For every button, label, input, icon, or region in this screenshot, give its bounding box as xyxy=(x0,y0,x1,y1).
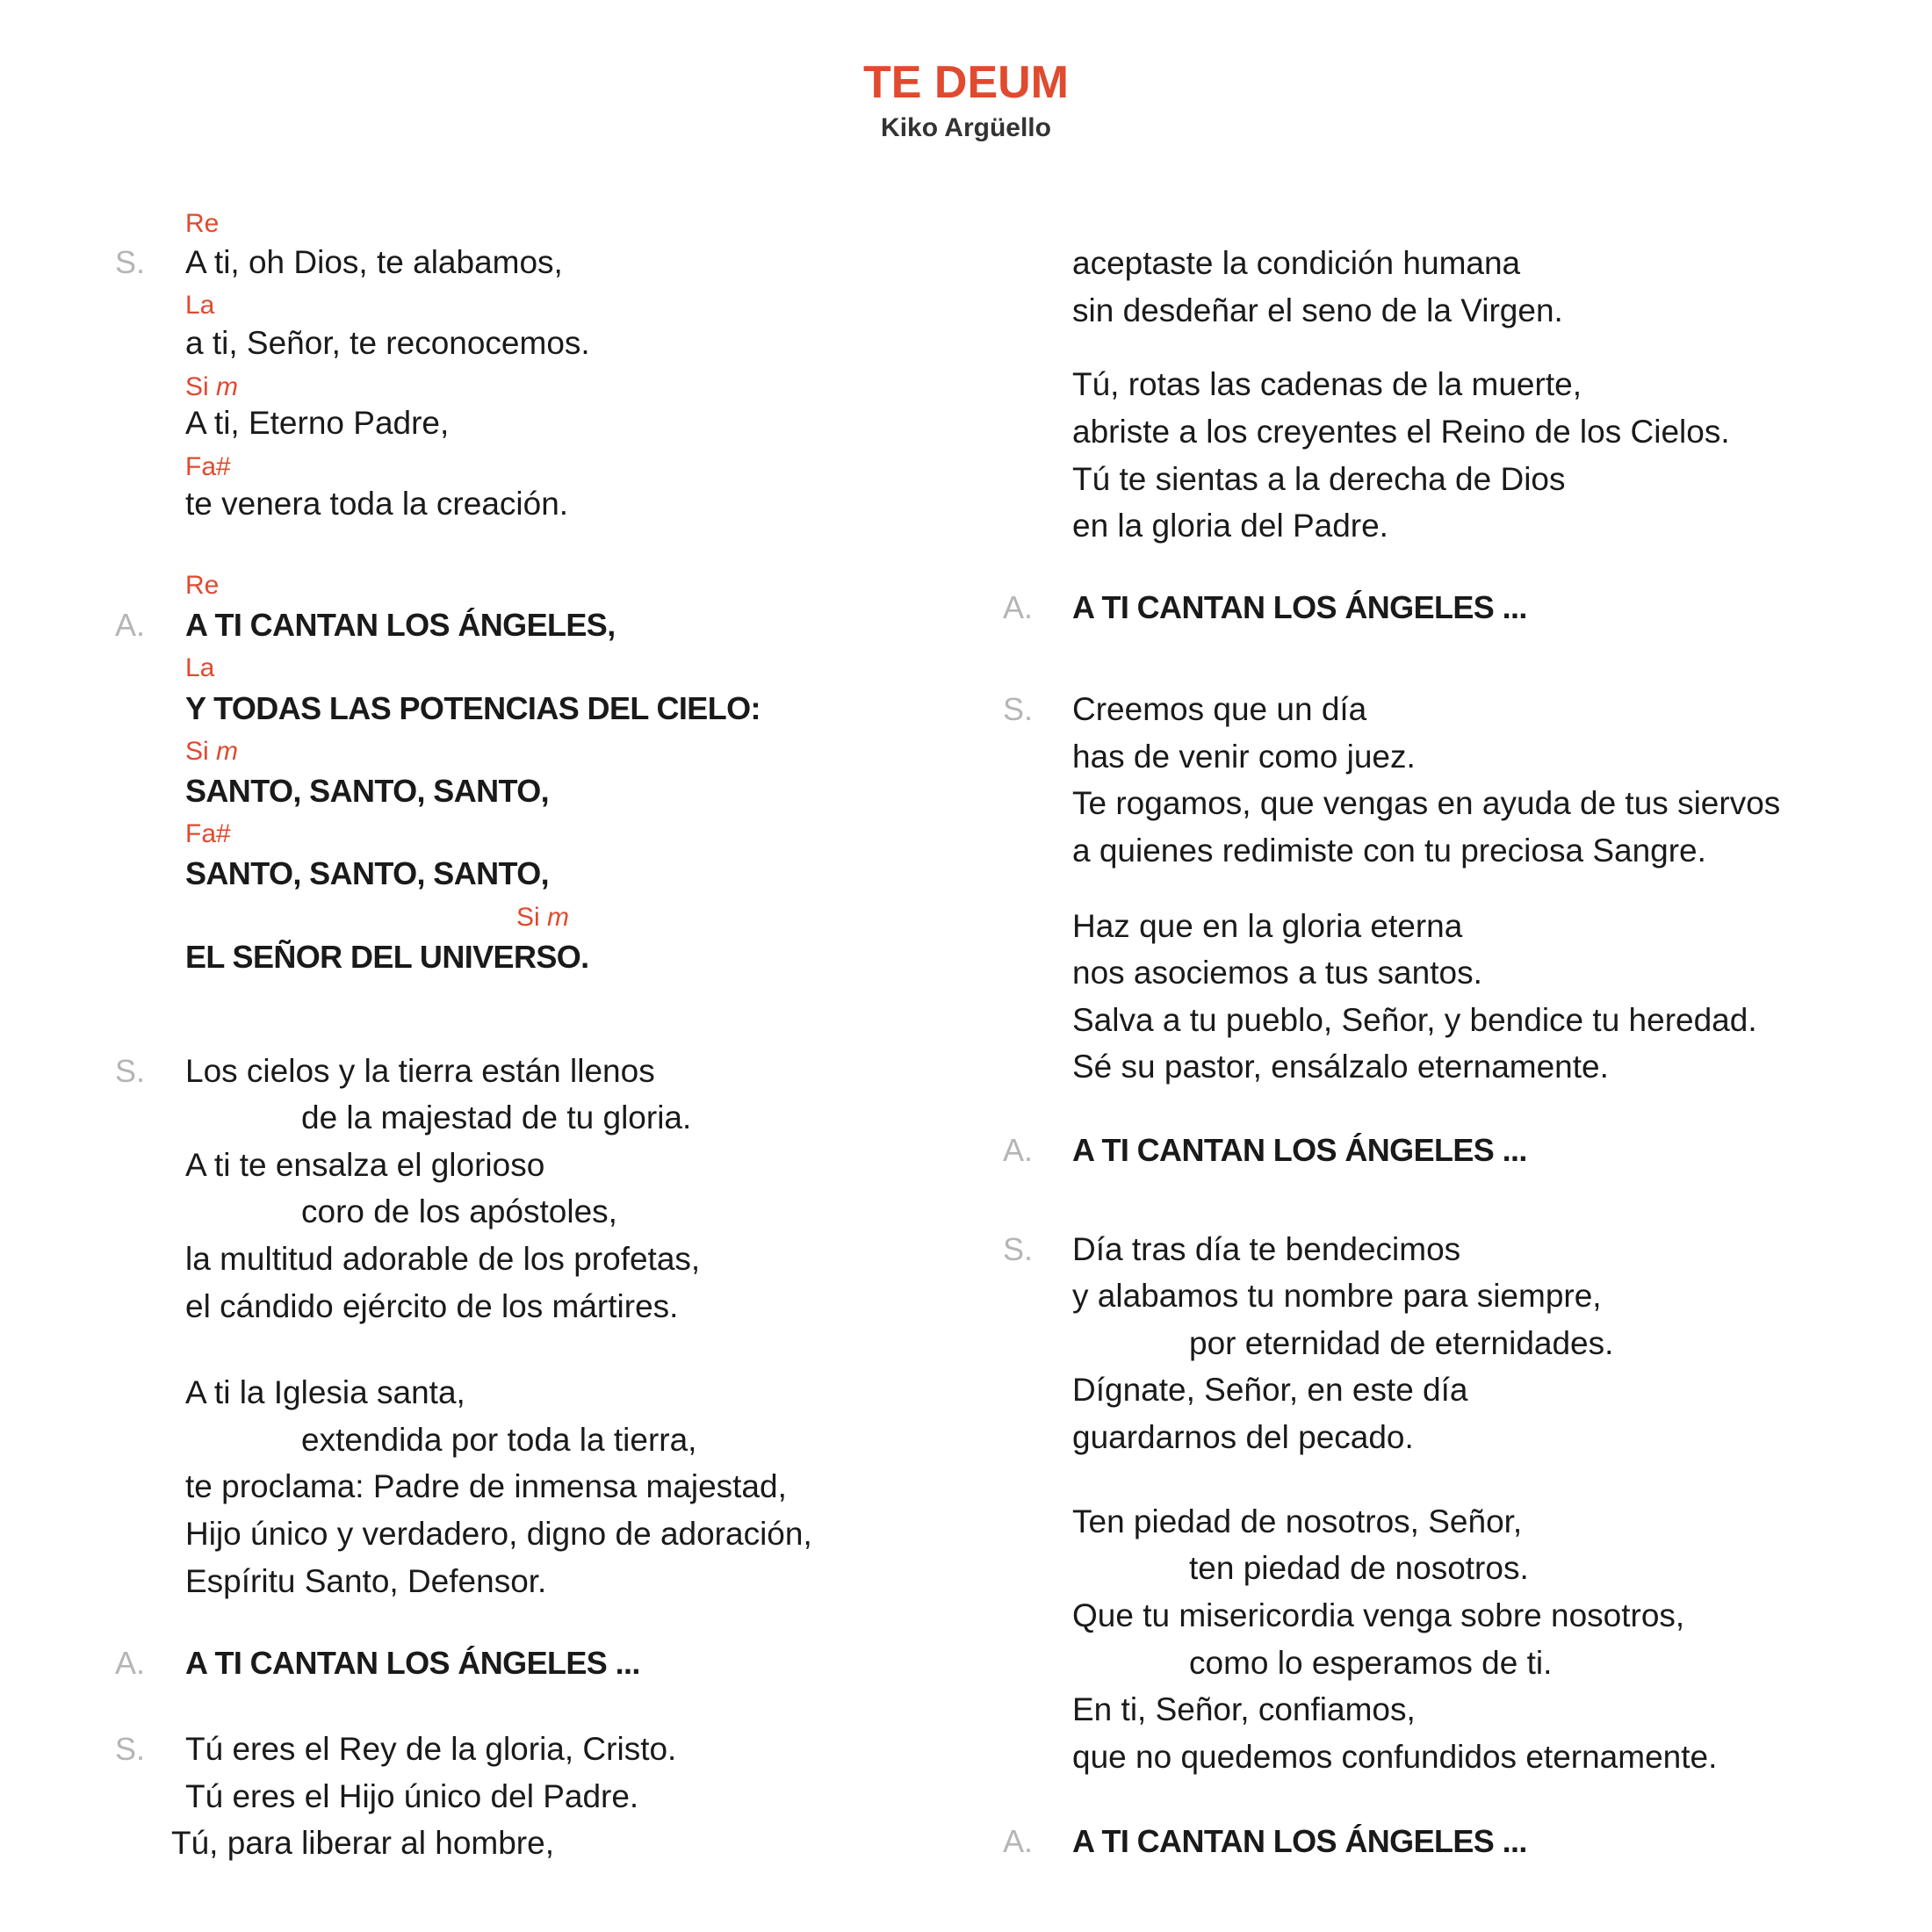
lyric-line: ten piedad de nosotros. xyxy=(1189,1550,1529,1586)
chord-root: Si xyxy=(185,372,209,401)
lyric-line: En ti, Señor, confiamos, xyxy=(1072,1691,1416,1727)
lyric-line: Ten piedad de nosotros, Señor, xyxy=(1072,1503,1523,1539)
chorus-line: EL SEÑOR DEL UNIVERSO. xyxy=(185,939,589,975)
lyric-line: A ti, Eterno Padre, xyxy=(185,405,450,441)
label-soloist: S. xyxy=(1003,691,1034,727)
lyric-line: A ti la Iglesia santa, xyxy=(185,1374,465,1410)
chorus-line: SANTO, SANTO, SANTO, xyxy=(185,773,550,809)
chord-root: Si xyxy=(516,903,540,932)
lyric-line: Haz que en la gloria eterna xyxy=(1072,908,1463,944)
lyric-line: Que tu misericordia venga sobre nosotros, xyxy=(1072,1597,1685,1633)
lyric-line: abriste a los creyentes el Reino de los Cielos. xyxy=(1072,414,1730,450)
lyric-line: a quienes redimiste con tu preciosa Sangre. xyxy=(1072,833,1706,869)
lyric-line: extendida por toda la tierra, xyxy=(301,1422,697,1458)
lyric-line: Tú eres el Hijo único del Padre. xyxy=(185,1778,639,1814)
lyric-line: de la majestad de tu gloria. xyxy=(301,1099,692,1135)
lyric-line: sin desdeñar el seno de la Virgen. xyxy=(1072,292,1563,328)
chorus-line: A TI CANTAN LOS ÁNGELES, xyxy=(185,607,616,643)
lyric-line: como lo esperamos de ti. xyxy=(1189,1645,1553,1681)
lyric-line: Día tras día te bendecimos xyxy=(1072,1231,1461,1267)
lyric-line: el cándido ejército de los mártires. xyxy=(185,1288,679,1324)
lyric-line: Te rogamos, que vengas en ayuda de tus siervos xyxy=(1072,785,1781,821)
label-soloist: S. xyxy=(115,1731,146,1767)
lyric-line: Tú, rotas las cadenas de la muerte, xyxy=(1072,366,1582,402)
chord-si-minor xyxy=(516,900,569,935)
lyric-line: Tú, para liberar al hombre, xyxy=(171,1825,554,1861)
lyric-line: por eternidad de eternidades. xyxy=(1189,1325,1614,1361)
chorus-line: A TI CANTAN LOS ÁNGELES ... xyxy=(1072,1132,1527,1168)
lyric-line: en la gloria del Padre. xyxy=(1072,508,1388,544)
chorus-line: A TI CANTAN LOS ÁNGELES ... xyxy=(1072,589,1527,625)
chord-re: Re xyxy=(185,209,220,238)
lyric-line: te venera toda la creación. xyxy=(185,486,569,522)
chord-re: Re xyxy=(185,571,220,600)
chord-quality: m xyxy=(216,372,239,401)
lyric-line: Los cielos y la tierra están llenos xyxy=(185,1053,655,1089)
lyric-line: Dígnate, Señor, en este día xyxy=(1072,1372,1468,1408)
lyric-line: Hijo único y verdadero, digno de adoración, xyxy=(185,1516,812,1552)
lyric-line: Tú te sientas a la derecha de Dios xyxy=(1072,461,1566,497)
chord-quality: m xyxy=(547,903,570,932)
lyric-line: A ti, oh Dios, te alabamos, xyxy=(185,244,563,280)
chord-root: Si xyxy=(185,737,209,766)
chord-si-minor xyxy=(185,734,238,769)
lyric-line: y alabamos tu nombre para siempre, xyxy=(1072,1278,1602,1314)
lyric-line: Salva a tu pueblo, Señor, y bendice tu heredad. xyxy=(1072,1002,1757,1038)
label-soloist: S. xyxy=(115,1053,146,1089)
lyric-line: nos asociemos a tus santos. xyxy=(1072,955,1482,991)
chord-quality: m xyxy=(216,737,239,766)
label-assembly: A. xyxy=(1003,1823,1034,1859)
lyric-line: coro de los apóstoles, xyxy=(301,1193,617,1229)
lyric-line: aceptaste la condición humana xyxy=(1072,245,1521,281)
chord-fa-sharp: Fa# xyxy=(185,452,231,481)
lyric-line: Creemos que un día xyxy=(1072,691,1367,727)
lyric-line: has de venir como juez. xyxy=(1072,739,1416,775)
chorus-line: SANTO, SANTO, SANTO, xyxy=(185,855,550,891)
chorus-line: A TI CANTAN LOS ÁNGELES ... xyxy=(185,1645,640,1681)
label-assembly: A. xyxy=(115,607,146,643)
lyric-line: Sé su pastor, ensálzalo eternamente. xyxy=(1072,1049,1609,1085)
lyric-line: A ti te ensalza el glorioso xyxy=(185,1147,545,1183)
chord-la: La xyxy=(185,291,215,320)
song-title: TE DEUM xyxy=(863,57,1069,108)
lyric-line: te proclama: Padre de inmensa majestad, xyxy=(185,1468,787,1504)
lyric-line: a ti, Señor, te reconocemos. xyxy=(185,325,590,361)
lyric-line: Tú eres el Rey de la gloria, Cristo. xyxy=(185,1731,677,1767)
chord-la: La xyxy=(185,653,215,682)
chord-fa-sharp: Fa# xyxy=(185,819,231,848)
lyric-line: la multitud adorable de los profetas, xyxy=(185,1241,701,1277)
song-author: Kiko Argüello xyxy=(881,113,1051,142)
label-soloist: S. xyxy=(1003,1231,1034,1267)
chorus-line: A TI CANTAN LOS ÁNGELES ... xyxy=(1072,1823,1527,1859)
lyric-line: guardarnos del pecado. xyxy=(1072,1419,1414,1455)
chorus-line: Y TODAS LAS POTENCIAS DEL CIELO: xyxy=(185,690,761,726)
label-assembly: A. xyxy=(1003,1132,1034,1168)
label-assembly: A. xyxy=(1003,589,1034,625)
lyric-line: que no quedemos confundidos eternamente. xyxy=(1072,1739,1718,1775)
label-soloist: S. xyxy=(115,244,146,280)
lyric-line: Espíritu Santo, Defensor. xyxy=(185,1563,547,1599)
label-assembly: A. xyxy=(115,1645,146,1681)
